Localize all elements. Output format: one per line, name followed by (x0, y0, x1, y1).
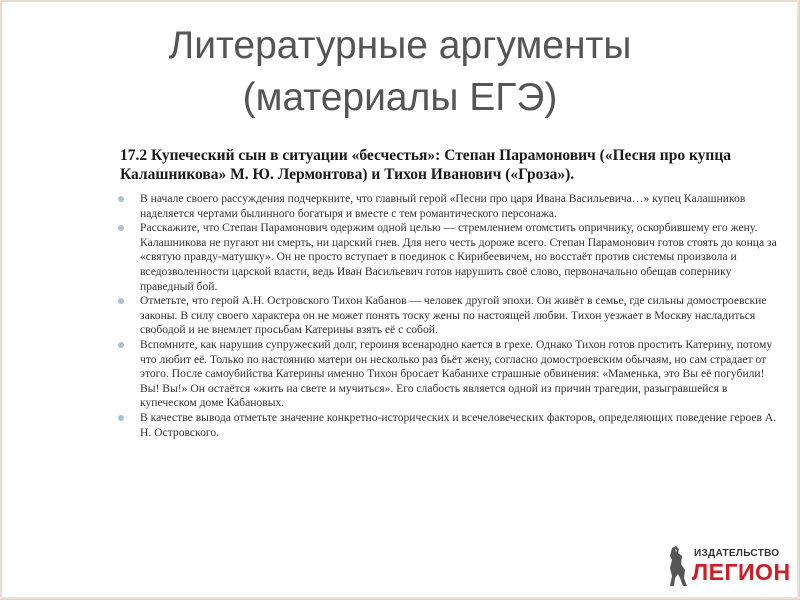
slide-subtitle: 17.2 Купеческий сын в ситуации «бесчестья»: Степан Парамонович («Песня про купца Калашникова» М. Ю. Лермонтова) и Тихон Иванович («Гроза»). (120, 147, 732, 183)
bullet-item (118, 221, 778, 294)
bullet-text: Расскажите, что Степан Парамонович одержим одной целью — стремлением отомстить опричнику, оскорбившему его жену. Калашникова не пугают ни смерть, ни царский гнев. Для него честь дороже всего. Степан Парамонович готов стоять до конца за «святую правду-матушку». Он не просто вступает в поединок с Кирибеевичем, но восстаёт против системы произвола и вседозволенности царской власти, ведь Иван Васильевич готов нарушить своё слово, первоначально обещав сопернику праведный бой. (140, 221, 777, 293)
bullet-text: Вспомните, как нарушив супружеский долг, героиня всенародно кается в грехе. Однако Тихон готов простить Катерину, потому что любит её. Только по настоянию матери он несколько раз бьёт жену, согласно домостроевским обычаям, но сам страдает от этого. После самоубийства Катерины именно Тихон бросает Кабанихе страшные обвинения: «Маменька, это Вы её погубили! Вы! Вы!» Он остаётся «жить на свете и мучиться». Его слабость является одной из причин трагедии, разыгравшейся в купеческом доме Кабановых. (140, 337, 773, 410)
frame-top-border (0, 0, 800, 2)
bullet-item (118, 294, 778, 338)
bullet-dot-icon (118, 225, 124, 231)
bullet-dot-icon (118, 415, 124, 421)
bullet-dot-icon (118, 342, 124, 348)
horse-icon (666, 544, 690, 588)
bullet-text: Отметьте, что герой А.Н. Островского Тихон Кабанов — человек другой эпохи. Он живёт в семье, где сильны домостроевские законы. В силу своего характера он не может понять тоску жены по настоящей любви. Тихон уезжает в Москву насладиться свободой и не внемлет просьбам Катерины взять её с собой. (140, 294, 767, 337)
slide-title-line-2: (материалы ЕГЭ) (242, 76, 558, 119)
publisher-label: ИЗДАТЕЛЬСТВО (694, 548, 780, 559)
bullet-item (118, 411, 778, 440)
frame-left-border (0, 0, 2, 600)
slide-title-line-1: Литературные аргументы (168, 24, 632, 67)
publisher-name: ЛЕГИОН (692, 559, 791, 585)
bullet-text: В начале своего рассуждения подчеркните, что главный герой «Песни про царя Ивана Васильевича…» купец Калашников наделяется чертами былинного богатыря и вместе с тем романтического персонажа. (140, 192, 746, 220)
bullet-text: В качестве вывода отметьте значение конкретно-исторических и всечеловеческих факторов, определяющих поведение героев А. Н. Островского. (140, 410, 777, 439)
bullet-item (118, 192, 778, 221)
bullet-item (118, 338, 778, 411)
slide-title (40, 20, 760, 124)
publisher-logo (666, 542, 791, 590)
bullet-list (118, 192, 778, 440)
bullet-dot-icon (118, 298, 124, 304)
bullet-dot-icon (118, 196, 124, 202)
